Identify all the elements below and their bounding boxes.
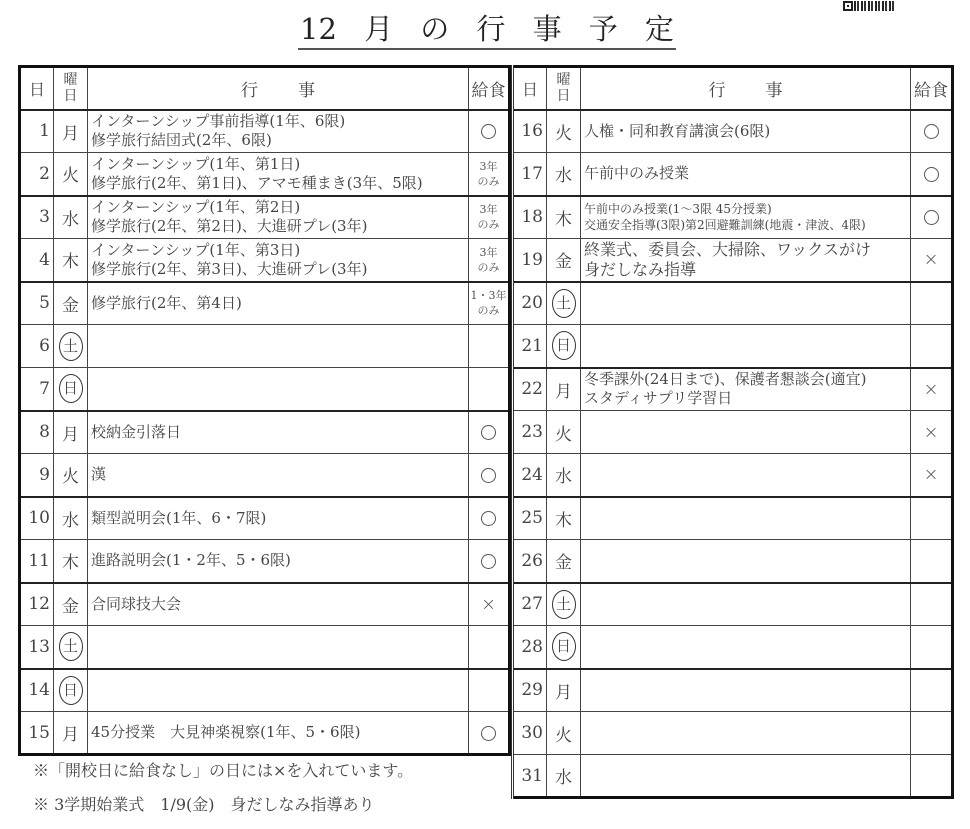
event-line: 進路説明会(1・2年、5・6限) bbox=[91, 551, 291, 570]
event-line: スタディサプリ学習日 bbox=[584, 389, 733, 408]
day-of-week: 木 bbox=[54, 540, 88, 583]
event-cell bbox=[581, 583, 911, 626]
header-event: 行事 bbox=[88, 67, 469, 110]
event-cell bbox=[88, 583, 469, 626]
table-row bbox=[513, 239, 953, 282]
qr-code-icon bbox=[843, 1, 895, 12]
holiday-circle: 土 bbox=[59, 632, 83, 661]
event-cell bbox=[581, 540, 911, 583]
day-of-week: 木 bbox=[547, 497, 581, 540]
lunch-yes-icon bbox=[924, 167, 939, 182]
lunch-note: のみ bbox=[477, 218, 500, 232]
table-row bbox=[20, 325, 510, 368]
footnote: ※「開校日に給食なし」の日には×を入れています。 bbox=[33, 761, 414, 780]
lunch-no-icon: × bbox=[923, 249, 939, 271]
day-number: 2 bbox=[20, 153, 54, 196]
event-cell bbox=[88, 497, 469, 540]
day-number: 30 bbox=[513, 712, 547, 755]
event-cell bbox=[88, 282, 469, 325]
event-cell bbox=[88, 325, 469, 368]
holiday-circle: 日 bbox=[59, 676, 83, 705]
day-number: 18 bbox=[513, 196, 547, 239]
table-row bbox=[513, 196, 953, 239]
day-of-week: 水 bbox=[54, 497, 88, 540]
event-line: 類型説明会(1年、6・7限) bbox=[91, 508, 267, 527]
lunch-cell bbox=[911, 583, 953, 626]
lunch-cell bbox=[469, 153, 510, 196]
lunch-cell bbox=[911, 411, 953, 454]
holiday-circle: 日 bbox=[552, 331, 576, 360]
day-of-week: 水 bbox=[547, 454, 581, 497]
header-event: 行事 bbox=[581, 67, 911, 110]
header-dow-top: 曜 bbox=[556, 72, 571, 89]
table-row bbox=[20, 411, 510, 454]
day-number: 10 bbox=[20, 497, 54, 540]
lunch-cell bbox=[469, 196, 510, 239]
table-row bbox=[20, 282, 510, 325]
lunch-no-icon: × bbox=[923, 421, 939, 443]
footnote: ※ 3学期始業式 1/9(金) 身だしなみ指導あり bbox=[33, 795, 375, 814]
day-of-week: 火 bbox=[54, 153, 88, 196]
table-row bbox=[20, 626, 510, 669]
day-number: 17 bbox=[513, 153, 547, 196]
lunch-note: 3年 bbox=[479, 245, 498, 259]
day-number: 27 bbox=[513, 583, 547, 626]
qr-finder-icon bbox=[843, 1, 853, 11]
lunch-cell bbox=[469, 669, 510, 712]
table-row bbox=[20, 583, 510, 626]
event-cell bbox=[581, 368, 911, 411]
event-cell bbox=[88, 153, 469, 196]
day-of-week bbox=[547, 626, 581, 669]
holiday-circle: 土 bbox=[59, 332, 83, 361]
event-line: インターンシップ(1年、第3日) bbox=[91, 240, 301, 259]
header-dow-bottom: 日 bbox=[556, 88, 571, 105]
lunch-yes-icon bbox=[924, 124, 939, 139]
day-number: 15 bbox=[20, 712, 54, 755]
lunch-yes-icon bbox=[481, 511, 496, 526]
lunch-cell bbox=[911, 497, 953, 540]
day-number: 28 bbox=[513, 626, 547, 669]
table-row bbox=[20, 239, 510, 282]
lunch-cell bbox=[469, 411, 510, 454]
table-row bbox=[513, 626, 953, 669]
day-number: 8 bbox=[20, 411, 54, 454]
event-cell bbox=[88, 669, 469, 712]
day-of-week: 水 bbox=[547, 153, 581, 196]
event-cell bbox=[88, 454, 469, 497]
day-of-week: 木 bbox=[54, 239, 88, 282]
day-number: 3 bbox=[20, 196, 54, 239]
table-row bbox=[513, 325, 953, 368]
event-line: インターンシップ事前指導(1年、6限) bbox=[91, 112, 346, 131]
title-part: 定 bbox=[644, 12, 674, 46]
table-row bbox=[513, 282, 953, 325]
title-part: 12 bbox=[300, 12, 337, 46]
day-of-week: 金 bbox=[54, 282, 88, 325]
table-row bbox=[513, 583, 953, 626]
lunch-cell bbox=[469, 626, 510, 669]
lunch-note: のみ bbox=[477, 260, 500, 274]
event-line: 修学旅行(2年、第2日)、大進研プレ(3年) bbox=[91, 217, 368, 236]
event-line: 冬季課外(24日まで)、保護者懇談会(適宜) bbox=[584, 370, 867, 389]
table-row bbox=[513, 411, 953, 454]
table-row bbox=[20, 497, 510, 540]
table-row bbox=[20, 153, 510, 196]
lunch-cell bbox=[911, 239, 953, 282]
event-line: 修学旅行(2年、第4日) bbox=[91, 293, 242, 312]
holiday-circle: 日 bbox=[59, 374, 83, 403]
event-cell bbox=[88, 110, 469, 153]
lunch-yes-icon bbox=[481, 468, 496, 483]
event-cell bbox=[88, 196, 469, 239]
event-cell bbox=[88, 239, 469, 282]
header-dow-top: 曜 bbox=[63, 72, 78, 89]
day-of-week bbox=[54, 626, 88, 669]
day-of-week: 金 bbox=[547, 239, 581, 282]
table-row bbox=[513, 540, 953, 583]
table-row bbox=[513, 497, 953, 540]
day-number: 16 bbox=[513, 110, 547, 153]
header-lunch: 給食 bbox=[469, 67, 510, 110]
lunch-cell bbox=[469, 497, 510, 540]
title-part: 事 bbox=[532, 12, 562, 46]
event-line: 午前中のみ授業(1～3限 45分授業) bbox=[584, 202, 772, 217]
table-row bbox=[20, 454, 510, 497]
day-number: 11 bbox=[20, 540, 54, 583]
day-number: 22 bbox=[513, 368, 547, 411]
day-number: 24 bbox=[513, 454, 547, 497]
day-of-week: 水 bbox=[54, 196, 88, 239]
table-row bbox=[513, 712, 953, 755]
day-of-week: 火 bbox=[547, 110, 581, 153]
lunch-cell bbox=[469, 325, 510, 368]
lunch-cell bbox=[469, 239, 510, 282]
event-cell bbox=[581, 196, 911, 239]
day-of-week: 火 bbox=[54, 454, 88, 497]
table-row bbox=[513, 153, 953, 196]
day-of-week: 月 bbox=[547, 368, 581, 411]
lunch-yes-icon bbox=[924, 210, 939, 225]
day-of-week bbox=[547, 583, 581, 626]
day-of-week bbox=[54, 669, 88, 712]
day-of-week: 月 bbox=[54, 712, 88, 755]
event-cell bbox=[581, 110, 911, 153]
day-number: 26 bbox=[513, 540, 547, 583]
lunch-yes-icon bbox=[481, 554, 496, 569]
event-line: 修学旅行結団式(2年、6限) bbox=[91, 131, 272, 150]
lunch-note: 1・3年 bbox=[470, 289, 507, 303]
lunch-cell bbox=[911, 755, 953, 798]
header-day: 日 bbox=[513, 67, 547, 110]
day-of-week: 月 bbox=[547, 669, 581, 712]
lunch-cell bbox=[469, 454, 510, 497]
event-line: 午前中のみ授業 bbox=[584, 164, 690, 183]
day-of-week: 金 bbox=[547, 540, 581, 583]
table-row bbox=[20, 368, 510, 411]
day-number: 4 bbox=[20, 239, 54, 282]
lunch-cell bbox=[469, 282, 510, 325]
lunch-no-icon: × bbox=[923, 464, 939, 486]
event-cell bbox=[88, 411, 469, 454]
lunch-note: 3年 bbox=[479, 159, 498, 173]
event-cell bbox=[581, 669, 911, 712]
qr-pattern bbox=[854, 1, 895, 11]
event-line: 45分授業 大見神楽視察(1年、5・6限) bbox=[91, 723, 361, 741]
event-line: インターンシップ(1年、第2日) bbox=[91, 198, 301, 217]
lunch-yes-icon bbox=[481, 425, 496, 440]
lunch-cell bbox=[911, 153, 953, 196]
table-header-row bbox=[513, 67, 953, 110]
header-dow bbox=[547, 67, 581, 110]
table-row bbox=[513, 454, 953, 497]
event-line: 校納金引落日 bbox=[91, 422, 182, 441]
day-number: 9 bbox=[20, 454, 54, 497]
lunch-cell bbox=[911, 282, 953, 325]
table-row bbox=[20, 669, 510, 712]
day-of-week: 金 bbox=[54, 583, 88, 626]
title-part: 行 bbox=[476, 12, 506, 46]
lunch-note: 3年 bbox=[479, 203, 498, 217]
title-part: 予 bbox=[588, 12, 618, 46]
footnotes bbox=[33, 758, 413, 826]
event-line: 人権・同和教育講演会(6限) bbox=[584, 121, 771, 140]
table-row bbox=[20, 540, 510, 583]
lunch-no-icon: × bbox=[480, 593, 497, 615]
header-dow bbox=[54, 67, 88, 110]
event-cell bbox=[581, 325, 911, 368]
day-number: 20 bbox=[513, 282, 547, 325]
day-number: 13 bbox=[20, 626, 54, 669]
lunch-cell bbox=[469, 712, 510, 755]
day-number: 12 bbox=[20, 583, 54, 626]
event-cell bbox=[581, 153, 911, 196]
schedule-table-left bbox=[18, 65, 511, 756]
table-header-row bbox=[20, 67, 510, 110]
day-of-week: 火 bbox=[547, 411, 581, 454]
event-line: 漢 bbox=[91, 465, 107, 484]
lunch-yes-icon bbox=[481, 726, 496, 741]
header-lunch: 給食 bbox=[911, 67, 953, 110]
lunch-cell bbox=[469, 110, 510, 153]
table-row bbox=[513, 110, 953, 153]
table-row bbox=[513, 669, 953, 712]
day-number: 23 bbox=[513, 411, 547, 454]
event-cell bbox=[88, 540, 469, 583]
lunch-cell bbox=[469, 540, 510, 583]
event-cell bbox=[581, 626, 911, 669]
table-row bbox=[20, 712, 510, 755]
lunch-cell bbox=[469, 583, 510, 626]
event-line: 合同球技大会 bbox=[91, 594, 182, 613]
schedule-table-right bbox=[511, 65, 954, 799]
lunch-cell bbox=[911, 196, 953, 239]
event-line: インターンシップ(1年、第1日) bbox=[91, 154, 301, 173]
day-of-week bbox=[547, 325, 581, 368]
event-line: 交通安全指導(3限)第2回避難訓練(地震・津波、4限) bbox=[584, 218, 866, 233]
day-of-week bbox=[547, 282, 581, 325]
table-row bbox=[513, 755, 953, 798]
event-cell bbox=[581, 497, 911, 540]
day-number: 5 bbox=[20, 282, 54, 325]
event-cell bbox=[581, 411, 911, 454]
event-cell bbox=[88, 626, 469, 669]
holiday-circle: 日 bbox=[552, 632, 576, 661]
lunch-cell bbox=[911, 540, 953, 583]
header-dow-bottom: 日 bbox=[63, 88, 78, 105]
day-of-week: 木 bbox=[547, 196, 581, 239]
event-cell bbox=[88, 712, 469, 755]
table-row bbox=[20, 110, 510, 153]
day-number: 29 bbox=[513, 669, 547, 712]
lunch-note: のみ bbox=[477, 174, 500, 188]
day-number: 31 bbox=[513, 755, 547, 798]
day-of-week: 火 bbox=[547, 712, 581, 755]
lunch-cell bbox=[911, 325, 953, 368]
lunch-cell bbox=[911, 626, 953, 669]
title-part: の bbox=[420, 12, 450, 46]
table-row bbox=[513, 368, 953, 411]
event-line: 身だしなみ指導 bbox=[584, 259, 697, 279]
event-cell bbox=[581, 282, 911, 325]
day-number: 7 bbox=[20, 368, 54, 411]
day-of-week: 月 bbox=[54, 411, 88, 454]
day-of-week bbox=[54, 368, 88, 411]
holiday-circle: 土 bbox=[552, 289, 576, 318]
event-cell bbox=[581, 454, 911, 497]
lunch-cell bbox=[911, 454, 953, 497]
day-number: 1 bbox=[20, 110, 54, 153]
day-number: 14 bbox=[20, 669, 54, 712]
lunch-cell bbox=[911, 712, 953, 755]
lunch-cell bbox=[911, 669, 953, 712]
event-cell bbox=[88, 368, 469, 411]
event-line: 終業式、委員会、大掃除、ワックスがけ bbox=[584, 239, 872, 259]
lunch-cell bbox=[911, 368, 953, 411]
lunch-no-icon: × bbox=[923, 378, 939, 400]
event-cell bbox=[581, 239, 911, 282]
lunch-cell bbox=[469, 368, 510, 411]
lunch-note: のみ bbox=[477, 304, 500, 318]
page-title bbox=[298, 10, 676, 50]
day-number: 21 bbox=[513, 325, 547, 368]
day-of-week: 水 bbox=[547, 755, 581, 798]
day-number: 25 bbox=[513, 497, 547, 540]
lunch-cell bbox=[911, 110, 953, 153]
header-day: 日 bbox=[20, 67, 54, 110]
table-row bbox=[20, 196, 510, 239]
day-of-week: 月 bbox=[54, 110, 88, 153]
event-line: 修学旅行(2年、第1日)、アマモ種まき(3年、5限) bbox=[91, 173, 423, 192]
day-of-week bbox=[54, 325, 88, 368]
event-cell bbox=[581, 755, 911, 798]
event-line: 修学旅行(2年、第3日)、大進研プレ(3年) bbox=[91, 259, 368, 278]
day-number: 6 bbox=[20, 325, 54, 368]
holiday-circle: 土 bbox=[552, 590, 576, 619]
lunch-yes-icon bbox=[481, 124, 496, 139]
title-part: 月 bbox=[364, 12, 394, 46]
event-cell bbox=[581, 712, 911, 755]
day-number: 19 bbox=[513, 239, 547, 282]
